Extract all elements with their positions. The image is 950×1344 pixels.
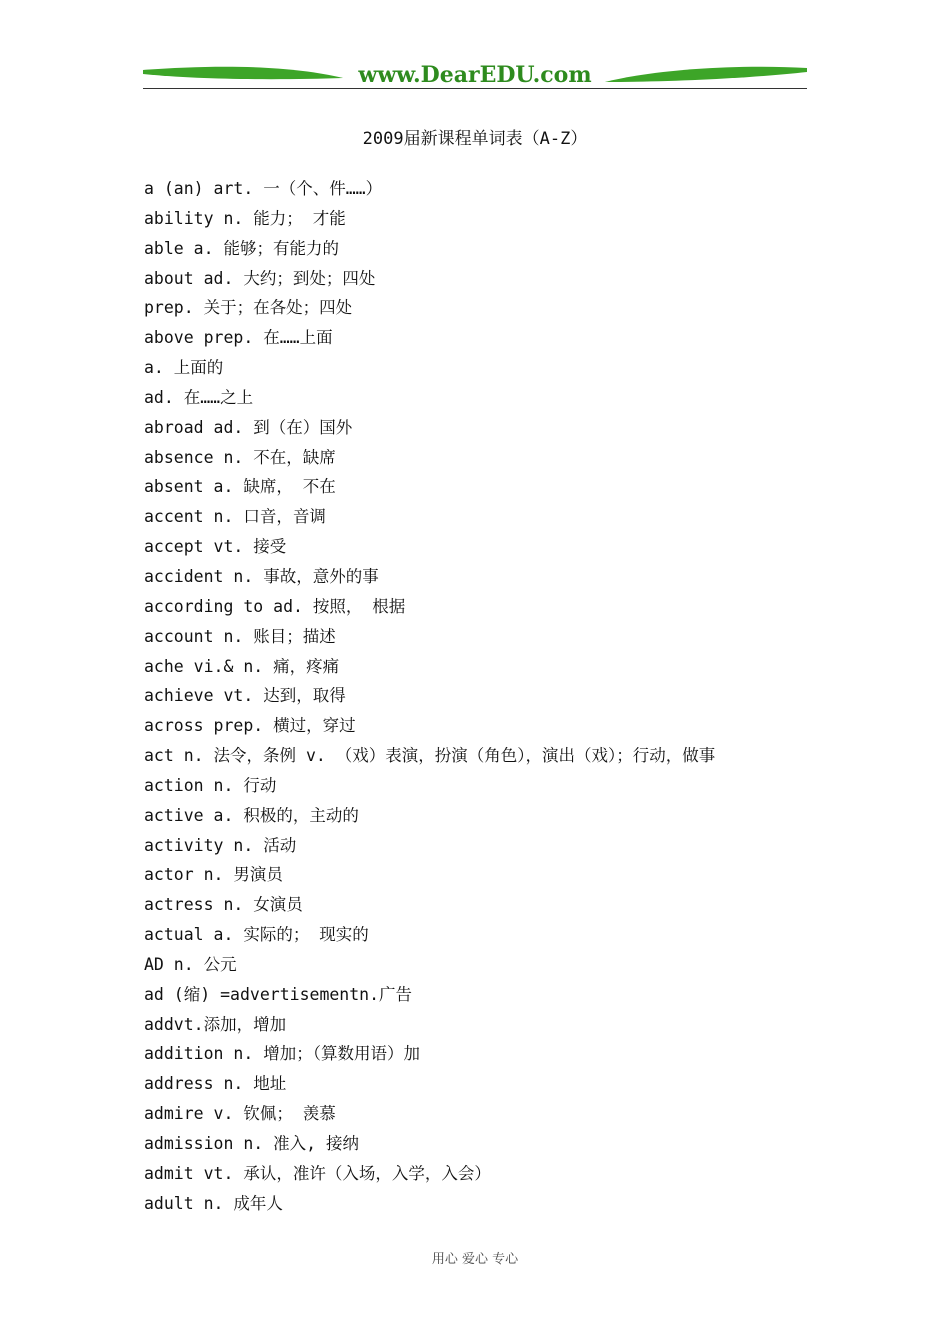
vocabulary-entry: absent a. 缺席， 不在: [144, 477, 336, 497]
vocabulary-entry: abroad ad. 到（在）国外: [144, 417, 353, 437]
vocabulary-entry: AD n. 公元: [144, 954, 237, 974]
vocabulary-entry: accent n. 口音，音调: [144, 507, 326, 527]
vocabulary-entry: admit vt. 承认，准许（入场，入学，入会）: [144, 1163, 491, 1183]
vocabulary-entry: active a. 积极的，主动的: [144, 805, 359, 825]
vocabulary-entry: ability n. 能力； 才能: [144, 208, 346, 228]
vocabulary-entry: ad. 在……之上: [144, 387, 254, 407]
vocabulary-entry: able a. 能够；有能力的: [144, 238, 339, 258]
vocabulary-entry: actress n. 女演员: [144, 895, 303, 915]
vocabulary-entry: across prep. 横过，穿过: [144, 716, 356, 736]
vocabulary-entry: action n. 行动: [144, 775, 277, 795]
vocabulary-entry: prep. 关于；在各处；四处: [144, 298, 353, 318]
vocabulary-entry: ad (缩) =advertisementn.广告: [144, 984, 413, 1004]
document-title: 2009届新课程单词表（A-Z）: [362, 129, 588, 149]
vocabulary-entry: admission n. 准入, 接纳: [144, 1134, 360, 1153]
vocabulary-entry: absence n. 不在，缺席: [144, 447, 336, 467]
vocabulary-entry: admire v. 钦佩； 羡慕: [144, 1104, 336, 1124]
header-divider: [143, 88, 807, 89]
vocabulary-entry: actual a. 实际的； 现实的: [144, 925, 369, 945]
vocabulary-entry: adult n. 成年人: [144, 1193, 283, 1213]
vocabulary-entry: account n. 账目；描述: [144, 626, 336, 646]
vocabulary-entry: achieve vt. 达到，取得: [144, 686, 346, 706]
vocabulary-entry: a. 上面的: [144, 358, 224, 378]
vocabulary-entry: a (an) art. 一（个、件……）: [144, 179, 383, 198]
vocabulary-list: [144, 174, 715, 1219]
vocabulary-entry: address n. 地址: [144, 1074, 287, 1094]
vocabulary-entry: act n. 法令，条例 v. （戏）表演，扮演（角色），演出（戏）；行动，做事: [144, 746, 716, 766]
vocabulary-entry: addition n. 增加；（算数用语）加: [144, 1044, 420, 1064]
vocabulary-entry: according to ad. 按照， 根据: [144, 596, 406, 616]
vocabulary-entry: activity n. 活动: [144, 835, 297, 855]
site-logo-text: www.DearEDU.com: [358, 62, 592, 88]
vocabulary-entry: above prep. 在……上面: [144, 328, 333, 348]
vocabulary-entry: ache vi.& n. 痛，疼痛: [144, 656, 340, 676]
vocabulary-entry: accident n. 事故，意外的事: [144, 566, 379, 586]
vocabulary-entry: actor n. 男演员: [144, 865, 283, 885]
page-footer: 用心 爱心 专心: [431, 1252, 519, 1267]
vocabulary-entry: addvt.添加，增加: [144, 1014, 287, 1034]
vocabulary-entry: accept vt. 接受: [144, 537, 287, 557]
vocabulary-entry: about ad. 大约；到处；四处: [144, 268, 376, 288]
